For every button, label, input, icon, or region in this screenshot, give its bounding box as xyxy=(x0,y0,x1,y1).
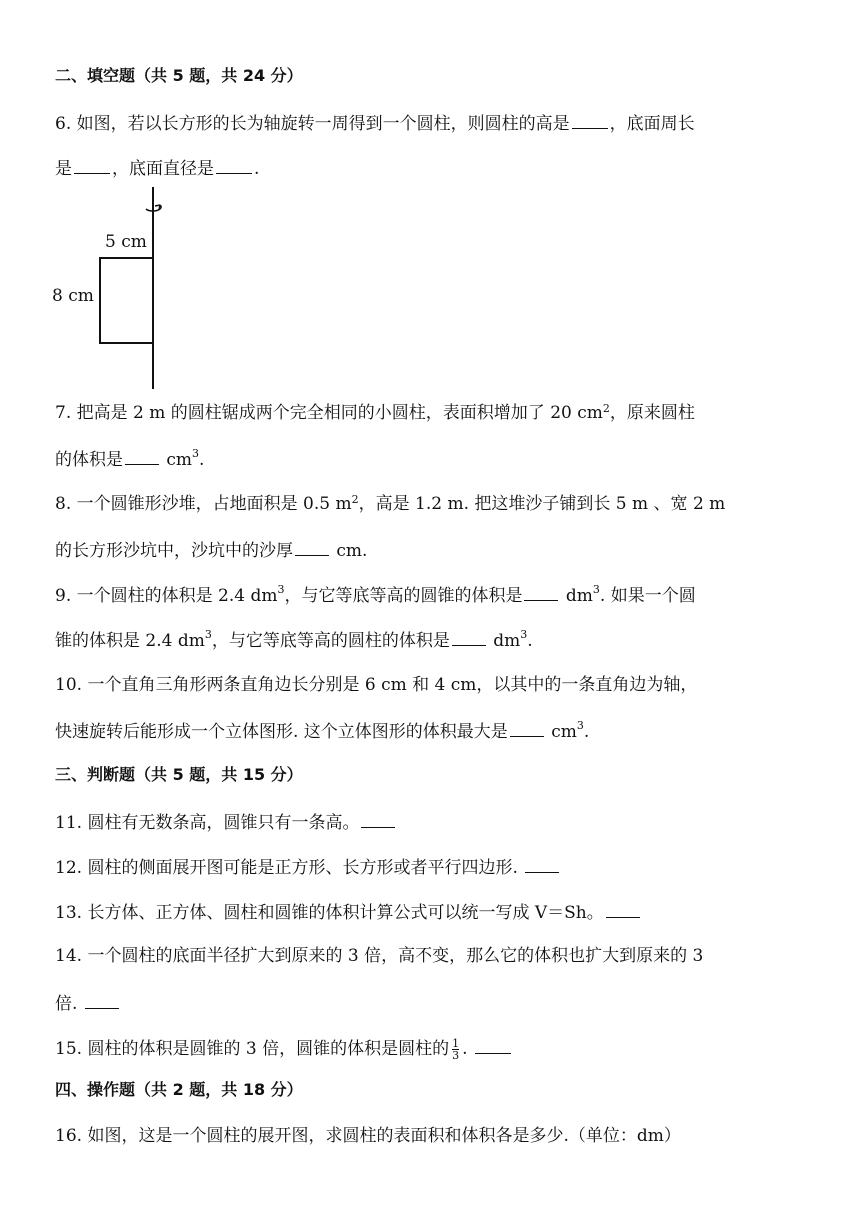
superscript: 3 xyxy=(204,628,212,641)
question-9-text: ，与它等底等高的圆锥的体积是 xyxy=(284,586,523,606)
question-8-value: 1.2 m xyxy=(415,494,464,514)
answer-blank[interactable] xyxy=(475,1035,511,1054)
superscript: 2 xyxy=(351,493,359,506)
question-10-text: ，以其中的一条直角边为轴， xyxy=(476,675,698,695)
question-15-text: 倍，圆锥的体积是圆柱的 xyxy=(256,1039,450,1059)
question-6-line-2 xyxy=(55,155,815,181)
question-9-line-1 xyxy=(55,582,815,608)
question-13 xyxy=(55,899,815,925)
rotation-rectangle-figure xyxy=(40,185,200,395)
question-8-value: 0.5 m xyxy=(303,494,352,514)
rectangle-shape xyxy=(100,258,153,343)
superscript: 3 xyxy=(576,719,584,732)
answer-blank[interactable] xyxy=(452,627,486,646)
answer-blank[interactable] xyxy=(525,854,559,873)
answer-blank[interactable] xyxy=(74,155,110,174)
question-8-line-2 xyxy=(55,537,815,563)
question-7-text: 的圆柱锯成两个完全相同的小圆柱，表面积增加了 xyxy=(165,403,551,423)
question-7-text: ，原来圆柱 xyxy=(609,403,695,423)
question-8-value: 5 m xyxy=(615,494,649,514)
answer-blank[interactable] xyxy=(572,110,608,129)
question-14-value: 3 xyxy=(347,946,359,966)
question-8-text: 8. 一个圆锥形沙堆，占地面积是 xyxy=(55,494,304,514)
question-14-text: 倍. xyxy=(55,994,78,1014)
superscript: 3 xyxy=(592,583,600,596)
question-7-text: 7. 把高是 xyxy=(55,403,134,423)
answer-blank[interactable] xyxy=(606,899,640,918)
question-9-text: . xyxy=(527,631,533,651)
question-16 xyxy=(55,1124,815,1148)
question-7-text: . xyxy=(199,450,205,470)
question-6-text: 6. 如图，若以长方形的长为轴旋转一周得到一个圆柱，则圆柱的高是 xyxy=(55,114,570,134)
answer-blank[interactable] xyxy=(524,582,558,601)
fraction-numerator: 1 xyxy=(452,1037,460,1050)
question-12 xyxy=(55,854,815,880)
question-14-text: 14. 一个圆柱的底面半径扩大到原来的 xyxy=(55,946,348,966)
question-9-text: . 如果一个圆 xyxy=(599,586,696,606)
question-14-value: 3 xyxy=(692,946,704,966)
answer-blank[interactable] xyxy=(295,537,329,556)
question-6-text: ，底面直径是 xyxy=(112,159,214,179)
question-13-text: 13. 长方体、正方体、圆柱和圆锥的体积计算公式可以统一写成 V＝Sh。 xyxy=(55,903,604,923)
question-12-text: 12. 圆柱的侧面展开图可能是正方形、长方形或者平行四边形. xyxy=(55,858,518,878)
question-6-line-1 xyxy=(55,110,815,136)
question-14-text: 倍，高不变，那么它的体积也扩大到原来的 xyxy=(358,946,693,966)
question-9-unit: dm xyxy=(560,586,593,606)
question-9-text: 9. 一个圆柱的体积是 xyxy=(55,586,219,606)
superscript: 3 xyxy=(192,447,200,460)
superscript: 2 xyxy=(602,402,610,415)
question-10-value: 6 cm xyxy=(364,675,407,695)
question-7-text: 的体积是 xyxy=(55,450,123,470)
question-8-text: 、宽 xyxy=(648,494,693,514)
question-9-unit: dm xyxy=(487,631,521,651)
question-8-text: 的长方形沙坑中，沙坑中的沙厚 xyxy=(55,541,293,561)
answer-blank[interactable] xyxy=(125,446,159,465)
section-heading-true-false: 三、判断题（共 5 题，共 15 分） xyxy=(55,765,303,784)
question-10-text: 快速旋转后能形成一个立体图形. 这个立体图形的体积最大是 xyxy=(55,722,508,742)
question-15-text: . xyxy=(462,1039,468,1059)
answer-blank[interactable] xyxy=(361,809,395,828)
question-9-value: 2.4 dm xyxy=(218,586,278,606)
section-heading-fill-in: 二、填空题（共 5 题，共 24 分） xyxy=(55,66,303,85)
question-7-value: 2 m xyxy=(133,403,166,423)
question-9-text: 锥的体积是 xyxy=(55,631,146,651)
question-9-line-2 xyxy=(55,627,815,653)
question-10-value: 4 cm xyxy=(434,675,477,695)
question-10-text: 10. 一个直角三角形两条直角边长分别是 xyxy=(55,675,365,695)
superscript: 3 xyxy=(277,583,285,596)
question-15 xyxy=(55,1035,815,1061)
question-7-value: 20 cm xyxy=(550,403,603,423)
question-14-line-2 xyxy=(55,990,815,1016)
question-8-unit: cm. xyxy=(331,541,368,561)
question-9-text: ，与它等底等高的圆柱的体积是 xyxy=(211,631,450,651)
width-label: 5 cm xyxy=(105,232,147,252)
question-8-value: 2 m xyxy=(692,494,726,514)
question-15-text: 15. 圆柱的体积是圆锥的 xyxy=(55,1039,246,1059)
question-16-text: 16. 如图，这是一个圆柱的展开图，求圆柱的表面积和体积各是多少.（单位：dm） xyxy=(55,1126,681,1146)
fraction xyxy=(452,1038,459,1061)
question-10-line-2 xyxy=(55,718,815,744)
question-7-line-1 xyxy=(55,401,815,425)
question-6-text: ，底面周长 xyxy=(609,114,695,134)
answer-blank[interactable] xyxy=(85,990,119,1009)
question-10-text: 和 xyxy=(406,675,435,695)
height-label: 8 cm xyxy=(52,286,94,306)
fraction-denominator: 3 xyxy=(452,1049,460,1062)
question-7-line-2 xyxy=(55,446,815,472)
section-heading-operation: 四、操作题（共 2 题，共 18 分） xyxy=(55,1080,303,1099)
question-6-text: 是 xyxy=(55,159,72,179)
question-15-value: 3 xyxy=(245,1039,257,1059)
answer-blank[interactable] xyxy=(216,155,252,174)
question-10-text: . xyxy=(583,722,590,742)
question-7-unit: cm xyxy=(161,450,193,470)
question-8-text: ，高是 xyxy=(358,494,415,514)
answer-blank[interactable] xyxy=(510,718,544,737)
question-11-text: 11. 圆柱有无数条高，圆锥只有一条高。 xyxy=(55,813,360,833)
question-14-line-1 xyxy=(55,944,815,968)
question-6-text: . xyxy=(254,159,260,179)
question-8-line-1 xyxy=(55,492,815,516)
question-9-value: 2.4 dm xyxy=(145,631,205,651)
question-10-line-1 xyxy=(55,673,815,697)
question-8-text: . 把这堆沙子铺到长 xyxy=(463,494,616,514)
question-10-unit: cm xyxy=(545,722,577,742)
question-11 xyxy=(55,809,815,835)
superscript: 3 xyxy=(520,628,528,641)
